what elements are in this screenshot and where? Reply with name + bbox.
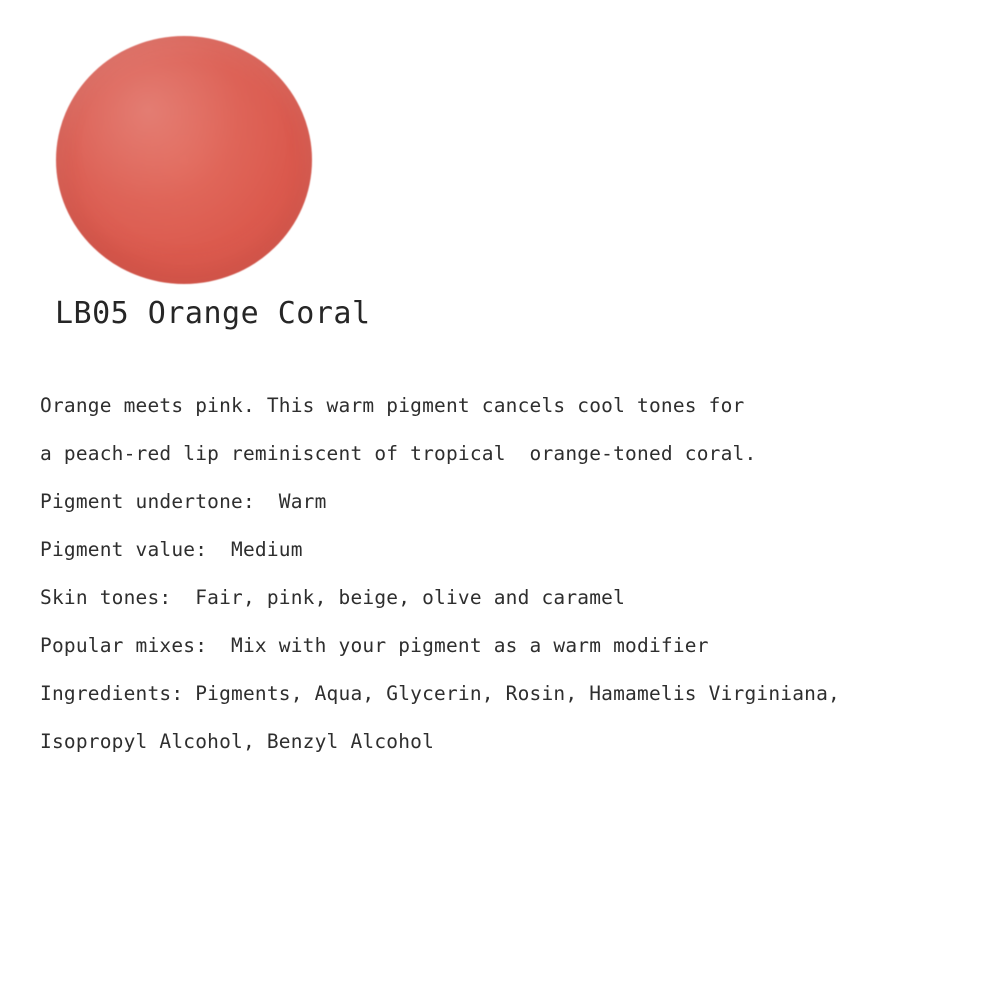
product-description (40, 382, 950, 766)
page-title: LB05 Orange Coral (55, 296, 371, 331)
spec-ingredients-line-2: Isopropyl Alcohol, Benzyl Alcohol (40, 730, 435, 753)
spec-skin-tones: Skin tones: Fair, pink, beige, olive and caramel (40, 586, 626, 609)
color-swatch-circle (56, 36, 312, 284)
description-line-2: a peach-red lip reminiscent of tropical orange-toned coral. (40, 442, 757, 465)
spec-ingredients-line-1: Ingredients: Pigments, Aqua, Glycerin, Rosin, Hamamelis Virginiana, (40, 682, 840, 705)
color-swatch (56, 36, 312, 284)
spec-popular-mixes: Popular mixes: Mix with your pigment as a warm modifier (40, 634, 709, 657)
spec-pigment-value: Pigment value: Medium (40, 538, 303, 561)
spec-pigment-undertone: Pigment undertone: Warm (40, 490, 327, 513)
description-line-1: Orange meets pink. This warm pigment cancels cool tones for (40, 394, 745, 417)
